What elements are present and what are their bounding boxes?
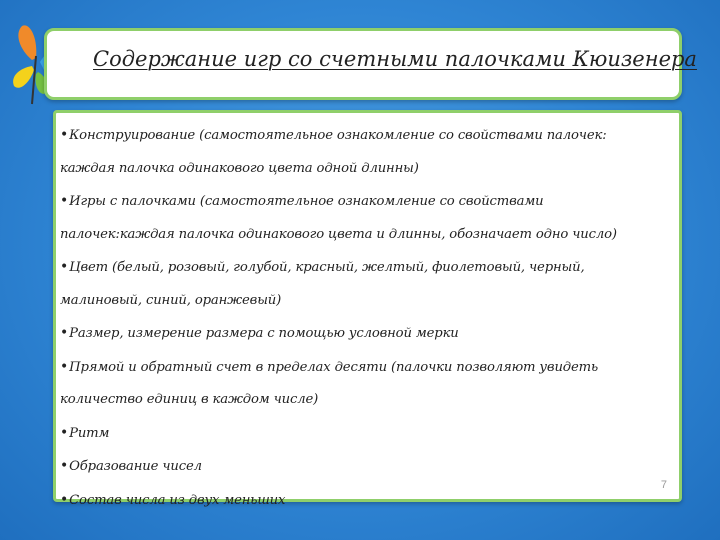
bullet-dot: • bbox=[60, 127, 69, 143]
list-item bbox=[60, 417, 660, 451]
list-item bbox=[60, 450, 660, 484]
list-item bbox=[60, 185, 660, 251]
bullet-dot: • bbox=[60, 193, 69, 209]
title-panel bbox=[44, 28, 697, 100]
list-item bbox=[60, 351, 660, 417]
page-number: 7 bbox=[660, 479, 667, 491]
list-item-text: Образование чисел bbox=[69, 459, 202, 474]
slide-title: Содержание игр со счетными палочками Кюизенера bbox=[93, 47, 697, 71]
list-item bbox=[60, 119, 660, 185]
bullet-dot: • bbox=[60, 325, 69, 341]
list-item bbox=[60, 251, 660, 317]
bullet-dot: • bbox=[60, 424, 69, 441]
list-item-text: Игры с палочками (самостоятельное ознакомление со свойствами палочек:каждая палочка одинакового цвета и длинны, обозначает одно число) bbox=[60, 194, 617, 242]
list-item-text: Прямой и обратный счет в пределах десяти (палочки позволяют увидеть количество единиц в каждом числе) bbox=[60, 359, 599, 407]
list-item-text: Конструирование (самостоятельное ознакомление со свойствами палочек: каждая палочка одинакового цвета одной длинны) bbox=[60, 128, 607, 176]
list-item bbox=[60, 484, 660, 518]
list-item-text: Цвет (белый, розовый, голубой, красный, желтый, фиолетовый, черный, малиновый, синий, оранжевый) bbox=[60, 260, 585, 308]
list-item-text: Ритм bbox=[69, 425, 110, 441]
content-panel bbox=[53, 110, 682, 508]
bullet-dot: • bbox=[60, 458, 69, 474]
bullet-dot: • bbox=[60, 358, 69, 375]
bullet-dot: • bbox=[60, 491, 69, 508]
list-item-text: Состав числа из двух меньших bbox=[69, 492, 286, 508]
bullet-dot: • bbox=[60, 259, 69, 275]
bullet-list bbox=[60, 119, 660, 517]
list-item-text: Размер, измерение размера с помощью условной мерки bbox=[69, 326, 459, 341]
list-item bbox=[60, 317, 660, 351]
